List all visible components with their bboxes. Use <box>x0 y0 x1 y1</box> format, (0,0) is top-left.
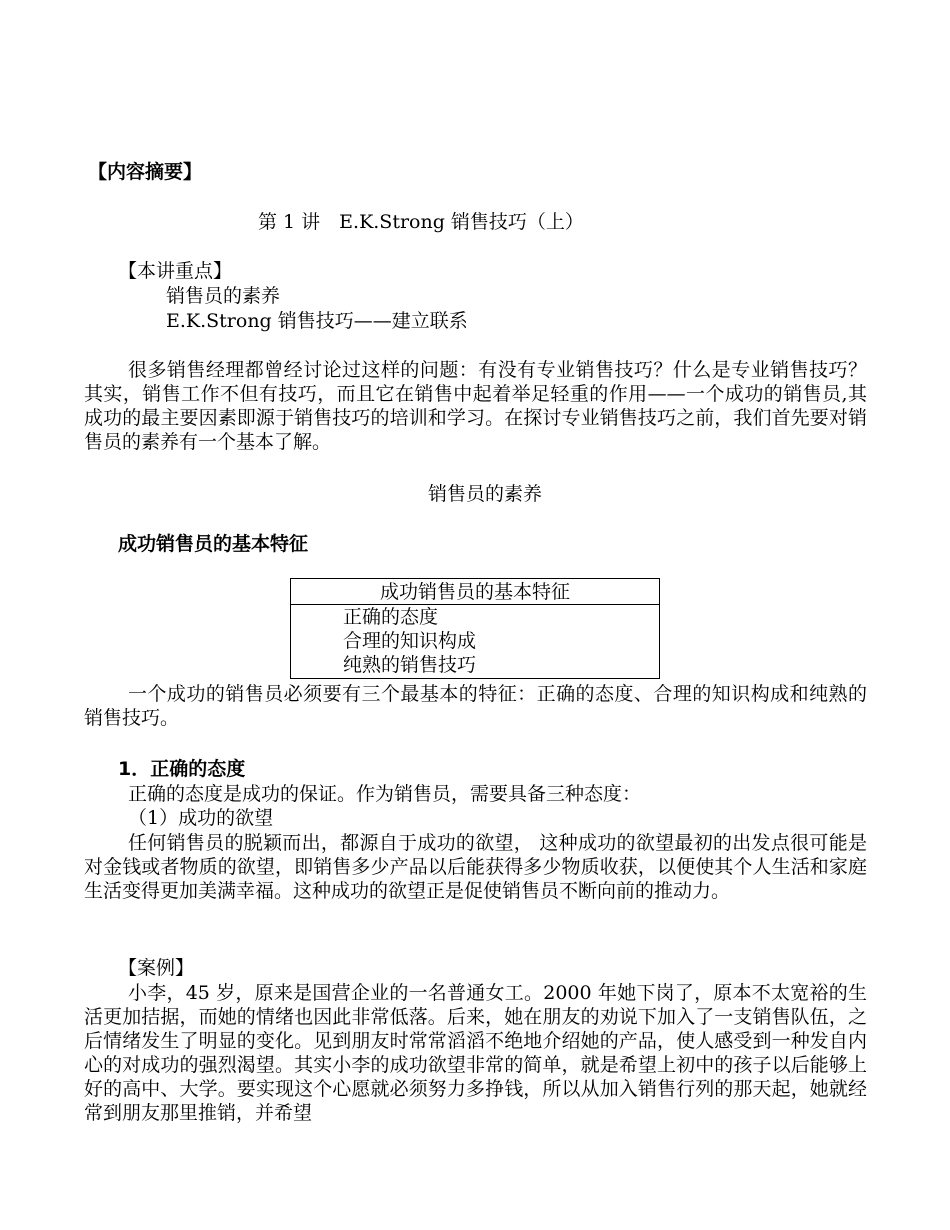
key-points-heading: 【本讲重点】 <box>118 260 233 282</box>
case-heading: 【案例】 <box>118 957 195 979</box>
subsection-title: 成功销售员的基本特征 <box>118 533 309 555</box>
intro-paragraph: 很多销售经理都曾经讨论过这样的问题：有没有专业销售技巧？什么是专业销售技巧？其实，销售工作不但有技巧，而且它在销售中起着举足轻重的作用——一个成功的销售员,其成功的最主要因素即源于销售技巧的培训和学习。在探讨专业销售技巧之前，我们首先要对销售员的素养有一个基本了解。 <box>84 359 867 453</box>
summary-heading: 【内容摘要】 <box>88 161 203 183</box>
lecture-title: 第 1 讲 E.K.Strong 销售技巧（上） <box>258 211 584 233</box>
traits-table-row: 正确的态度 <box>343 606 439 628</box>
traits-paragraph: 一个成功的销售员必须要有三个最基本的特征：正确的态度、合理的知识构成和纯熟的销售技巧。 <box>84 683 867 729</box>
attitude-item-paragraph: 任何销售员的脱颖而出，都源自于成功的欲望， 这种成功的欲望最初的出发点很可能是对金钱或者物质的欲望，即销售多少产品以后能获得多少物质收获，以便使其个人生活和家庭生活变得更加美满幸福。这种成功的欲望正是促使销售员不断向前的推动力。 <box>84 832 867 902</box>
section-title: 销售员的素养 <box>428 483 543 505</box>
key-point-item: 销售员的素养 <box>166 285 281 307</box>
traits-table <box>290 578 660 679</box>
key-point-item: E.K.Strong 销售技巧——建立联系 <box>166 310 468 332</box>
traits-table-row: 合理的知识构成 <box>343 630 477 652</box>
attitude-item-heading: （1）成功的欲望 <box>128 807 274 829</box>
traits-table-header: 成功销售员的基本特征 <box>291 579 659 605</box>
attitude-intro: 正确的态度是成功的保证。作为销售员，需要具备三种态度： <box>128 783 642 805</box>
traits-table-row: 纯熟的销售技巧 <box>343 654 477 676</box>
attitude-heading: 1．正确的态度 <box>118 758 246 780</box>
case-paragraph: 小李，45 岁，原来是国营企业的一名普通女工。2000 年她下岗了，原本不太宽裕的生活更加拮据，而她的情绪也因此非常低落。后来，她在朋友的劝说下加入了一支销售队伍，之后情绪发生了明显的变化。见到朋友时常常滔滔不绝地介绍她的产品，使人感受到一种发自内心的对成功的强烈渴望。其实小李的成功欲望非常的简单，就是希望上初中的孩子以后能够上好的高中、大学。要实现这个心愿就必须努力多挣钱，所以从加入销售行列的那天起，她就经常到朋友那里推销，并希望 <box>84 982 867 1124</box>
